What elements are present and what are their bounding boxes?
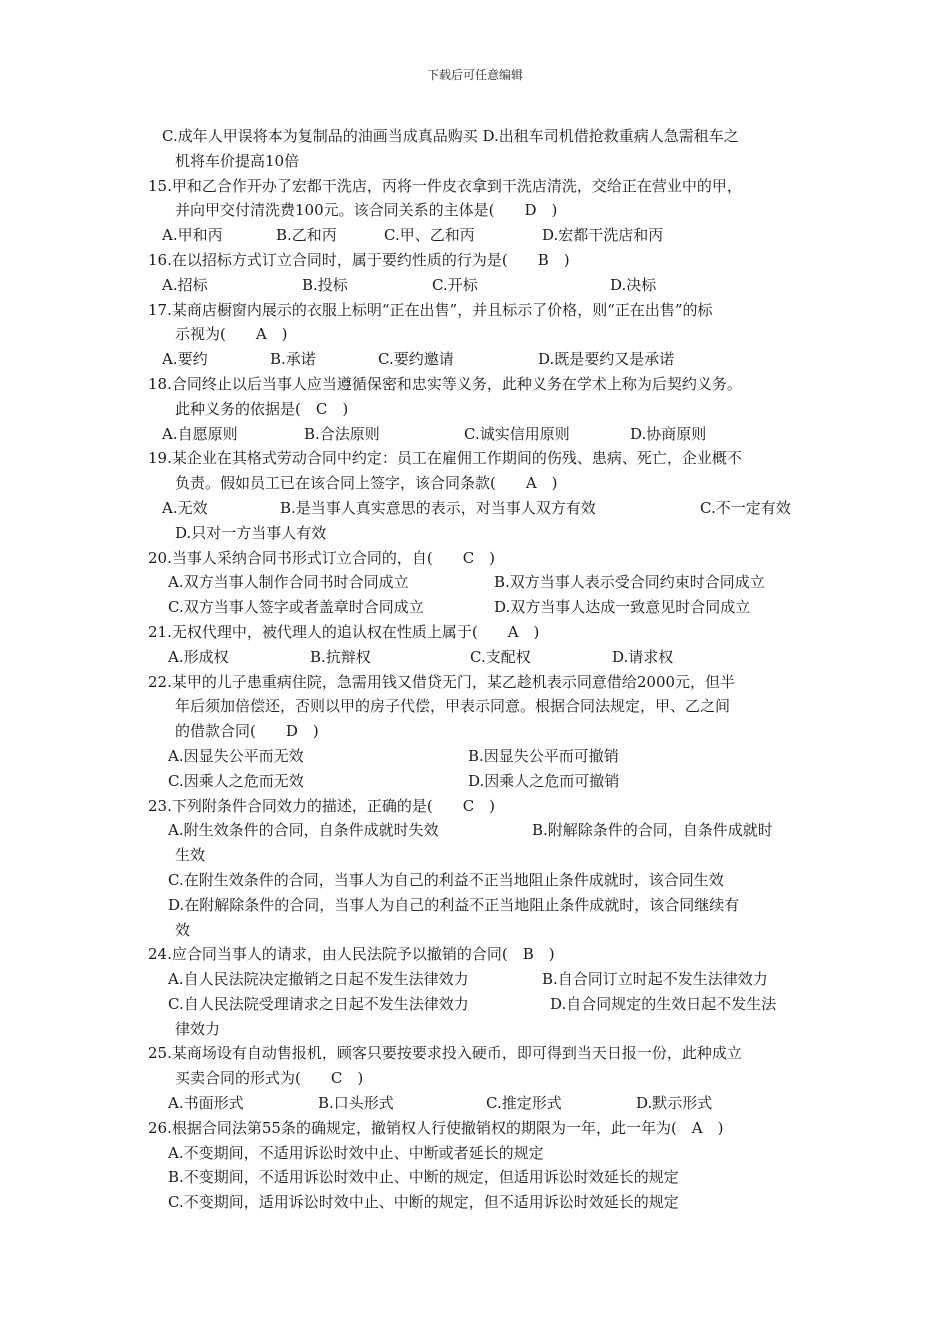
option-a: A.招标 <box>162 275 208 294</box>
option-b: B.附解除条件的合同，自条件成就时 <box>532 821 773 840</box>
question-stem: 23.下列附条件合同效力的描述，正确的是( C ) <box>148 796 496 815</box>
option-b-wrap: 生效 <box>175 846 206 865</box>
question-stem: 16.在以招标方式订立合同时，属于要约性质的行为是( B ) <box>148 250 570 269</box>
option-d: D.决标 <box>610 275 657 294</box>
question-18 <box>148 372 810 446</box>
option-a: A.双方当事人制作合同书时合同成立 <box>168 573 409 592</box>
option-d: D.宏都干洗店和丙 <box>542 226 664 245</box>
options-line <box>148 223 810 248</box>
question-16 <box>148 248 810 298</box>
option-d: D.既是要约又是承诺 <box>538 350 675 369</box>
option-d-wrap: 效 <box>175 920 191 939</box>
option-b: B.是当事人真实意思的表示，对当事人双方有效 <box>280 498 596 517</box>
options-line <box>148 595 810 620</box>
option-a: A.因显失公平而无效 <box>168 746 304 765</box>
question-15 <box>148 174 810 248</box>
question-stem: 负责。假如员工已在该合同上签字，该合同条款( A ) <box>175 474 558 493</box>
options-line <box>148 992 810 1017</box>
option-c: C.支配权 <box>470 647 531 666</box>
options-line <box>148 570 810 595</box>
question-17 <box>148 298 810 372</box>
question-stem: 25.某商场设有自动售报机，顾客只要按要求投入硬币，即可得到当天日报一份，此种成立 <box>148 1044 742 1063</box>
option-c: C.甲、乙和丙 <box>384 226 475 245</box>
option-d: D.因乘人之危而可撤销 <box>468 771 620 790</box>
question-stem: 并向甲交付清洗费100元。该合同关系的主体是( D ) <box>175 201 558 220</box>
option-c: C.不变期间，适用诉讼时效中止、中断的规定，但不适用诉讼时效延长的规定 <box>168 1193 679 1212</box>
question-list <box>148 124 810 1215</box>
question-stem: 年后须加倍偿还，否则以甲的房子代偿，甲表示同意。根据合同法规定，甲、乙之间 <box>175 697 731 716</box>
question-stem: 的借款合同( D ) <box>175 722 319 741</box>
options-line <box>148 744 810 769</box>
question-24 <box>148 942 810 1041</box>
option-b: B.合法原则 <box>304 424 380 443</box>
options-line <box>148 818 810 843</box>
option-d: D.协商原则 <box>630 424 707 443</box>
question-stem: 示视为( A ) <box>175 325 288 344</box>
option-d: D.默示形式 <box>636 1094 713 1113</box>
option-c: C.因乘人之危而无效 <box>168 771 304 790</box>
option-a: A.自人民法院决定撤销之日起不发生法律效力 <box>168 970 469 989</box>
option-c: C.双方当事人签字或者盖章时合同成立 <box>168 598 424 617</box>
question-20 <box>148 546 810 620</box>
option-c: C.自人民法院受理请求之日起不发生法律效力 <box>168 994 469 1013</box>
option-d: D.只对一方当事人有效 <box>175 523 327 542</box>
options-line <box>148 645 810 670</box>
option-d-wrap: 律效力 <box>175 1019 221 1038</box>
question-25 <box>148 1041 810 1115</box>
option-line: C.成年人甲误将本为复制品的油画当成真品购买 D.出租车司机借抢救重病人急需租车之 <box>162 127 739 145</box>
option-a: A.无效 <box>162 498 208 517</box>
question-stem: 20.当事人采纳合同书形式订立合同的，自( C ) <box>148 548 496 567</box>
option-a: A.形成权 <box>168 647 229 666</box>
question-stem: 此种义务的依据是( C ) <box>175 399 349 418</box>
option-c: C.推定形式 <box>486 1094 562 1113</box>
question-stem: 26.根据合同法第55条的确规定，撤销权人行使撤销权的期限为一年，此一年为( A ) <box>148 1118 724 1137</box>
question-stem: 18.合同终止以后当事人应当遵循保密和忠实等义务，此种义务在学术上称为后契约义务。 <box>148 374 742 393</box>
option-a: A.要约 <box>162 350 208 369</box>
question-stem: 22.某甲的儿子患重病住院，急需用钱又借贷无门，某乙趁机表示同意借给2000元，但半 <box>148 672 736 691</box>
option-c: C.在附生效条件的合同，当事人为自己的利益不正当地阻止条件成就时，该合同生效 <box>168 870 724 889</box>
option-b: B.双方当事人表示受合同约束时合同成立 <box>494 573 765 592</box>
question-21 <box>148 620 810 670</box>
question-stem: 21.无权代理中，被代理人的追认权在性质上属于( A ) <box>148 622 540 641</box>
question-14-continuation <box>148 124 810 174</box>
option-a: A.甲和丙 <box>162 226 223 245</box>
options-line <box>148 769 810 794</box>
options-line <box>148 1091 810 1116</box>
option-c: C.要约邀请 <box>378 350 454 369</box>
question-19 <box>148 446 810 545</box>
option-d: D.双方当事人达成一致意见时合同成立 <box>494 598 751 617</box>
question-stem: 19.某企业在其格式劳动合同中约定：员工在雇佣工作期间的伤残、患病、死亡，企业概不 <box>148 449 742 468</box>
option-b: B.口头形式 <box>318 1094 394 1113</box>
options-line <box>148 496 810 521</box>
option-b: B.不变期间，不适用诉讼时效中止、中断的规定，但适用诉讼时效延长的规定 <box>168 1168 679 1187</box>
question-23 <box>148 794 810 943</box>
options-line <box>148 347 810 372</box>
question-22 <box>148 670 810 794</box>
option-d: D.请求权 <box>612 647 674 666</box>
question-stem: 买卖合同的形式为( C ) <box>175 1069 364 1088</box>
option-b: B.投标 <box>302 275 348 294</box>
option-c: C.开标 <box>432 275 478 294</box>
options-line <box>148 422 810 447</box>
option-c: C.不一定有效 <box>700 498 791 517</box>
option-b: B.抗辩权 <box>310 647 371 666</box>
question-stem: 15.甲和乙合作开办了宏都干洗店，丙将一件皮衣拿到干洗店清洗，交给正在营业中的甲， <box>148 176 742 195</box>
option-a: A.自愿原则 <box>162 424 238 443</box>
option-a: A.附生效条件的合同，自条件成就时失效 <box>168 821 439 840</box>
option-b: B.乙和丙 <box>276 226 337 245</box>
option-d: D.在附解除条件的合同，当事人为自己的利益不正当地阻止条件成就时，该合同继续有 <box>168 895 740 914</box>
question-stem: 24.应合同当事人的请求，由人民法院予以撤销的合同( B ) <box>148 945 555 964</box>
question-26 <box>148 1116 810 1215</box>
options-line <box>148 273 810 298</box>
options-line <box>148 967 810 992</box>
question-stem: 17.某商店橱窗内展示的衣服上标明“正在出售”，并且标示了价格，则“正在出售”的标 <box>148 300 713 319</box>
option-b: B.因显失公平而可撤销 <box>468 746 619 765</box>
option-line: 机将车价提高10倍 <box>175 151 300 170</box>
option-d: D.自合同规定的生效日起不发生法 <box>550 994 777 1013</box>
option-a: A.不变期间，不适用诉讼时效中止、中断或者延长的规定 <box>168 1143 544 1162</box>
option-c: C.诚实信用原则 <box>464 424 570 443</box>
option-b: B.承诺 <box>270 350 316 369</box>
option-a: A.书面形式 <box>168 1094 244 1113</box>
page-header: 下载后可任意编辑 <box>426 68 523 82</box>
option-b: B.自合同订立时起不发生法律效力 <box>542 970 768 989</box>
